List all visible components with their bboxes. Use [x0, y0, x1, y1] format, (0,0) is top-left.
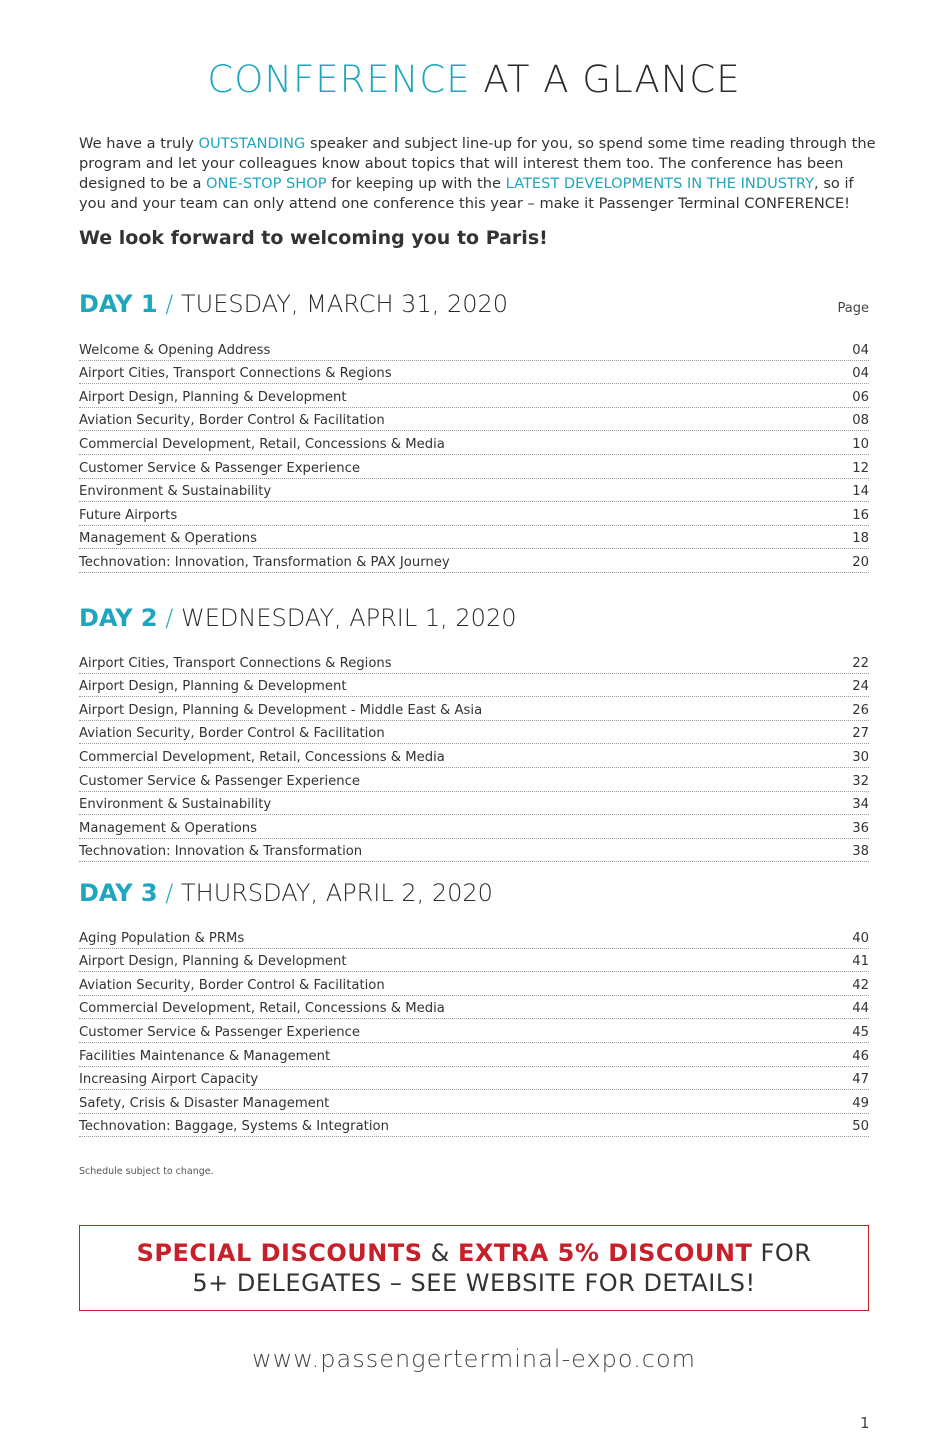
session-row — [79, 768, 869, 792]
session-name: Management & Operations — [79, 531, 258, 547]
session-name: Commercial Development, Retail, Concessions & Media — [79, 436, 445, 452]
session-page: 45 — [852, 1024, 869, 1040]
promo-text: & — [422, 1239, 458, 1267]
session-page: 26 — [852, 702, 869, 718]
intro-highlight: LATEST DEVELOPMENTS IN THE INDUSTRY — [505, 175, 815, 192]
intro-highlight: OUTSTANDING — [198, 135, 306, 152]
promo-box — [79, 1225, 869, 1311]
day-label: DAY 1 — [79, 290, 158, 318]
day-3-list — [79, 925, 869, 1137]
session-page: 50 — [852, 1119, 869, 1135]
session-name: Airport Design, Planning & Development - Middle East & Asia — [79, 702, 483, 718]
intro-text: We have a truly — [79, 135, 199, 152]
session-row — [79, 337, 869, 361]
session-name: Customer Service & Passenger Experience — [79, 773, 360, 789]
day-date: WEDNESDAY, APRIL 1, 2020 — [180, 604, 517, 632]
day-2-list — [79, 650, 869, 862]
promo-highlight: EXTRA 5% DISCOUNT — [458, 1239, 753, 1267]
session-row — [79, 1043, 869, 1067]
session-name: Management & Operations — [79, 820, 258, 836]
session-row — [79, 549, 869, 573]
promo-line-2: 5+ DELEGATES – SEE WEBSITE FOR DETAILS! — [192, 1269, 756, 1297]
session-page: 10 — [852, 436, 869, 452]
day-slash: / — [157, 290, 181, 318]
session-page: 42 — [852, 977, 869, 993]
session-page: 46 — [852, 1048, 869, 1064]
session-row — [79, 697, 869, 721]
session-name: Facilities Maintenance & Management — [79, 1048, 331, 1064]
session-page: 12 — [852, 460, 869, 476]
day-1-heading — [79, 290, 508, 318]
session-row — [79, 925, 869, 949]
session-row — [79, 839, 869, 863]
session-page: 18 — [852, 531, 869, 547]
session-name: Airport Design, Planning & Development — [79, 389, 347, 405]
session-name: Customer Service & Passenger Experience — [79, 1024, 360, 1040]
session-name: Aviation Security, Border Control & Facilitation — [79, 413, 385, 429]
day-slash: / — [157, 879, 181, 907]
session-page: 47 — [852, 1072, 869, 1088]
session-row — [79, 815, 869, 839]
session-row — [79, 479, 869, 503]
session-page: 32 — [852, 773, 869, 789]
session-name: Welcome & Opening Address — [79, 342, 271, 358]
session-row — [79, 674, 869, 698]
day-3-heading — [79, 879, 493, 907]
intro-paragraph — [79, 134, 879, 214]
session-row — [79, 650, 869, 674]
session-name: Customer Service & Passenger Experience — [79, 460, 360, 476]
session-row — [79, 502, 869, 526]
website-url[interactable]: www.passengerterminal-expo.com — [251, 1345, 697, 1373]
session-page: 44 — [852, 1001, 869, 1017]
page-column-label: Page — [837, 301, 869, 316]
session-page: 04 — [852, 342, 869, 358]
session-page: 41 — [852, 954, 869, 970]
session-row — [79, 526, 869, 550]
session-page: 14 — [852, 484, 869, 500]
session-page: 24 — [852, 679, 869, 695]
session-page: 22 — [852, 655, 869, 671]
intro-text: , so if you and your team can only attend one conference this year – make it Passenger Terminal CONFERENCE! — [79, 175, 854, 212]
session-row — [79, 384, 869, 408]
session-page: 49 — [852, 1095, 869, 1111]
session-row — [79, 744, 869, 768]
session-row — [79, 996, 869, 1020]
session-row — [79, 792, 869, 816]
session-name: Airport Cities, Transport Connections & Regions — [79, 366, 392, 382]
session-row — [79, 408, 869, 432]
session-name: Aging Population & PRMs — [79, 930, 245, 946]
intro-text: for keeping up with the — [326, 175, 506, 192]
session-page: 36 — [852, 820, 869, 836]
session-name: Airport Design, Planning & Development — [79, 954, 347, 970]
session-name: Increasing Airport Capacity — [79, 1072, 259, 1088]
session-row — [79, 361, 869, 385]
session-name: Commercial Development, Retail, Concessions & Media — [79, 749, 445, 765]
session-page: 20 — [852, 554, 869, 570]
session-row — [79, 972, 869, 996]
session-row — [79, 949, 869, 973]
title-accent: CONFERENCE — [207, 58, 471, 101]
session-row — [79, 431, 869, 455]
session-page: 08 — [852, 413, 869, 429]
session-row — [79, 455, 869, 479]
session-name: Airport Design, Planning & Development — [79, 679, 347, 695]
session-name: Technovation: Innovation, Transformation & PAX Journey — [79, 554, 450, 570]
session-page: 27 — [852, 726, 869, 742]
intro-text: speaker and subject line-up for you, so spend some time reading through the program and let your colleagues know about topics that will interest them too. The conference has been designed to be a — [79, 135, 876, 192]
day-slash: / — [157, 604, 181, 632]
page-title — [0, 58, 948, 101]
title-rest: AT A GLANCE — [470, 58, 741, 101]
session-name: Environment & Sustainability — [79, 484, 272, 500]
intro-highlight: ONE-STOP SHOP — [206, 175, 327, 192]
session-name: Future Airports — [79, 507, 178, 523]
day-label: DAY 2 — [79, 604, 158, 632]
promo-text: FOR — [752, 1239, 812, 1267]
session-row — [79, 1114, 869, 1138]
session-row — [79, 1090, 869, 1114]
page-number: 1 — [860, 1414, 870, 1432]
session-page: 30 — [852, 749, 869, 765]
day-2-heading — [79, 604, 517, 632]
session-row — [79, 1019, 869, 1043]
session-name: Airport Cities, Transport Connections & Regions — [79, 655, 392, 671]
session-page: 06 — [852, 389, 869, 405]
day-label: DAY 3 — [79, 879, 158, 907]
session-row — [79, 1067, 869, 1091]
session-page: 04 — [852, 366, 869, 382]
session-page: 40 — [852, 930, 869, 946]
session-name: Technovation: Baggage, Systems & Integration — [79, 1119, 389, 1135]
session-page: 34 — [852, 797, 869, 813]
session-name: Commercial Development, Retail, Concessions & Media — [79, 1001, 445, 1017]
session-name: Aviation Security, Border Control & Facilitation — [79, 977, 385, 993]
welcome-heading: We look forward to welcoming you to Paris! — [79, 227, 548, 249]
schedule-note: Schedule subject to change. — [79, 1166, 214, 1177]
day-date: TUESDAY, MARCH 31, 2020 — [180, 290, 509, 318]
session-page: 16 — [852, 507, 869, 523]
day-date: THURSDAY, APRIL 2, 2020 — [180, 879, 493, 907]
session-name: Environment & Sustainability — [79, 797, 272, 813]
session-name: Safety, Crisis & Disaster Management — [79, 1095, 330, 1111]
session-name: Aviation Security, Border Control & Facilitation — [79, 726, 385, 742]
promo-line-1 — [80, 1238, 868, 1268]
promo-highlight: SPECIAL DISCOUNTS — [136, 1239, 423, 1267]
session-row — [79, 721, 869, 745]
session-page: 38 — [852, 844, 869, 860]
session-name: Technovation: Innovation & Transformation — [79, 844, 363, 860]
day-1-list — [79, 337, 869, 573]
